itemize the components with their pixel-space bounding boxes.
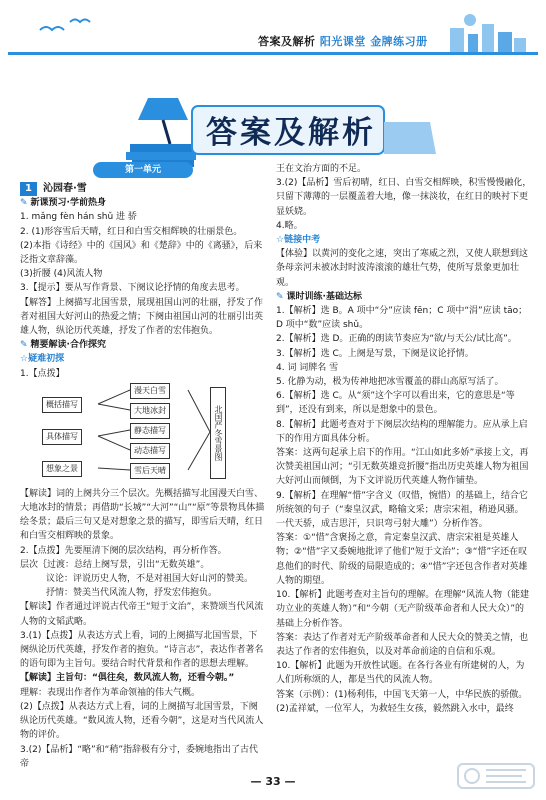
lesson-name: 沁园春·雪 bbox=[42, 183, 87, 194]
diagram-box-concrete: 具体描写 bbox=[42, 429, 82, 445]
header-title bbox=[258, 33, 428, 49]
answer-line: 3.【提示】要从写作背景、下阕议论抒情的角度去思考。 bbox=[20, 283, 245, 294]
section-training bbox=[276, 290, 532, 304]
section-preview bbox=[20, 196, 266, 210]
answer-line: 议论：评说历史人物，不是对祖国大好山河的赞美。 bbox=[46, 574, 254, 585]
header-title-answers: 答案及解析 bbox=[258, 35, 316, 48]
answer-line: 5. 化静为动，极为传神地把冰雪覆盖的群山高原写活了。 bbox=[276, 377, 504, 388]
book-icon: ✎ bbox=[20, 198, 28, 209]
answer-line: 3.(1)【点拨】从表达方式上看，词的上阕描写北国雪景，下阕纵论历代英雄，抒发作者的抱负。“诗言志”，表达作者著名的语句即为主旨句。要结合时代背景和作者的思想去理解。 bbox=[20, 630, 264, 670]
answer-line: (2)【点拨】从表达方式上看，词的上阕描写北国雪景，下阕纵论历代英雄。“数风流人物，还看今朝”，这是对当代风流人物的评价。 bbox=[20, 701, 264, 741]
answer-line: 理解：表现出作者作为革命领袖的伟大气概。 bbox=[20, 687, 201, 698]
header-title-series: 阳光课堂 bbox=[319, 35, 366, 48]
page-header bbox=[0, 0, 546, 64]
answer-line: 3.【解析】选 C。上阕是写景，下阕是议论抒情。 bbox=[276, 348, 474, 359]
diagram-box-static: 静态描写 bbox=[130, 423, 170, 439]
answer-line: 9.【解析】在理解“惜”字含义（叹惜，惋惜）的基础上，结合它所统领的句子（“秦皇汉武，略输文采；唐宗宋祖，稍逊风骚。一代天骄，成吉思汗，只识弯弓射大雕”）分析作答。 bbox=[276, 490, 528, 530]
answer-line: 层次｛过渡：总结上阕写景，引出“无数英雄”。 bbox=[20, 559, 210, 570]
section-link-label: 链接中考 bbox=[284, 235, 321, 246]
answer-line: 【体验】以黄河的变化之速，突出了寒威之烈，又使人联想到这条母亲河未被冰封时波涛滚滚的雄壮气势，使所写景象更加壮观。 bbox=[276, 249, 529, 288]
section-doubt-label: 疑难初探 bbox=[28, 354, 65, 365]
watermark-logo bbox=[456, 760, 536, 792]
answer-line: 2.【解析】选 D。正确的朗读节奏应为“欲/与天公/试比高”。 bbox=[276, 334, 517, 345]
lesson-title bbox=[20, 182, 266, 196]
answer-line: 4. 词 词牌名 雪 bbox=[276, 362, 339, 373]
header-rule bbox=[8, 52, 538, 55]
section-link-exam bbox=[276, 233, 532, 247]
answer-line: 6.【解析】选 C。从“须”这个字可以看出来，它的意思是“等到”，还没有到来，所以是想象中的景色。 bbox=[276, 391, 515, 416]
answer-line: 【解读】词的上阕共分三个层次。先概括描写北国漫天白雪、大地冰封的情景；再借助“长城”“大河”“山”“原”等景物具体描绘冬景；最后三句又是对想象之景的描写，即雪后天晴，红日和白雪交相辉映的景象。 bbox=[20, 488, 265, 542]
banner-title: 答案及解析 bbox=[206, 114, 376, 151]
right-column bbox=[276, 162, 532, 716]
answer-line: 1.【点拨】 bbox=[20, 368, 65, 379]
pen-icon: ✎ bbox=[276, 291, 284, 302]
answer-line: 答案：这两句起承上启下的作用。“江山如此多娇”承接上文，再次赞美祖国山河；“引无数英雄竞折腰”指出历史英雄人物为祖国大好河山而倾倒，为下文评说历代英雄人物作铺垫。 bbox=[276, 448, 529, 487]
answer-line: 王在文治方面的不足。 bbox=[276, 164, 367, 174]
star-icon: ☆ bbox=[276, 235, 285, 246]
answer-line: 8.【解析】此题考查对于下阕层次结构的理解能力。应从承上启下的作用方面具体分析。 bbox=[276, 419, 528, 444]
pen-icon: ✎ bbox=[20, 340, 28, 351]
structure-diagram bbox=[20, 383, 266, 483]
answer-line: 3.(2)【品析】“略”和“稍”指辞极有分寸，委婉地指出了古代帝 bbox=[20, 744, 258, 769]
diagram-box-summary: 北国严冬雪景图 bbox=[210, 387, 226, 479]
answer-line: (2)本指《诗经》中的《国风》和《楚辞》中的《离骚》，后来泛指文章辞藻。 bbox=[20, 240, 263, 266]
answer-line: 2. (1)形容雪后天晴，红日和白雪交相辉映的壮丽景色。 bbox=[20, 226, 243, 237]
section-coop bbox=[20, 338, 266, 352]
answer-line: 10.【解析】此题为开放性试题。在各行各业有所建树的人，为人们所称颂的人，都是当代的风流人物。 bbox=[276, 661, 525, 686]
section-preview-label: 新课预习·学前热身 bbox=[30, 198, 106, 209]
answer-line: (3)折腰 (4)风流人物 bbox=[20, 269, 103, 280]
lesson-number: 1 bbox=[20, 182, 37, 196]
answer-line: 【解读】作者通过评说古代帝王“短于文治”，来赞颂当代风流人物的文韬武略。 bbox=[20, 602, 264, 627]
diagram-box-sunny: 雪后天晴 bbox=[130, 463, 170, 479]
answer-line: 【解答】上阕描写北国雪景，展现祖国山河的壮丽，抒发了作者对祖国大好河山的热爱之情；下阕由祖国山河的壮丽引出英雄人物，纵论历代英雄，抒发了作者的宏伟抱负。 bbox=[20, 297, 264, 337]
diagram-box-imagined: 想象之景 bbox=[42, 461, 82, 477]
unit-heading: 第一单元 bbox=[93, 162, 193, 178]
section-coop-label: 精要解读·合作探究 bbox=[30, 340, 106, 351]
answer-line: 1. mǎng fèn hán shǔ 进 骄 bbox=[20, 212, 137, 223]
diagram-box-ice: 大地冰封 bbox=[130, 403, 170, 419]
answer-line: 1.【解析】选 B。A 项中“分”应读 fēn；C 项中“涓”应读 tāo；D 项中“数”应读 shǔ。 bbox=[276, 306, 528, 331]
left-column bbox=[20, 162, 266, 771]
answer-line: 【解读】主旨句：“俱往矣，数风流人物，还看今朝。” bbox=[20, 673, 235, 684]
diagram-box-snow: 漫天白雪 bbox=[130, 383, 170, 399]
header-title-book: 金牌练习册 bbox=[370, 35, 428, 48]
answer-line: 2.【点拨】先要厘清下阕的层次结构，再分析作答。 bbox=[20, 545, 227, 556]
answer-line: (2)孟祥斌，一位军人，为救轻生女孩，毅然跳入水中，最终 bbox=[276, 703, 514, 714]
page-number: — 33 — bbox=[250, 775, 296, 788]
star-icon: ☆ bbox=[20, 354, 29, 365]
answer-line: 抒情：赞美当代风流人物，抒发宏伟抱负。 bbox=[46, 588, 218, 599]
section-doubt bbox=[20, 352, 266, 366]
answer-line: 3.(2)【品析】雪后初晴，红日、白雪交相辉映，积雪慢慢融化，只留下薄薄的一层覆盖着大地，像一抹淡妆，在红日的映衬下更显妖娆。 bbox=[276, 178, 532, 217]
answer-line: 答案：①“惜”含褒扬之意，肯定秦皇汉武、唐宗宋祖是英雄人物；②“惜”字又委婉地批评了他们“短于文治”；③“惜”字还在叹息他们的时代、阶级的局限造成的；④“惜”字还包含作者对英雄人物的期望。 bbox=[276, 533, 528, 586]
diagram-box-dynamic: 动态描写 bbox=[130, 443, 170, 459]
answer-line: 4.略。 bbox=[276, 220, 303, 231]
answer-line: 10.【解析】此题考查对主旨句的理解。在理解“风流人物（能建功立业的英雄人物）”和“今朝（无产阶级革命者和人民大众）”的基础上分析作答。 bbox=[276, 590, 529, 629]
diagram-box-general: 概括描写 bbox=[42, 397, 82, 413]
answer-line: 答案（示例）：(1)杨利伟，中国飞天第一人，中华民族的骄傲。 bbox=[276, 689, 528, 700]
section-training-label: 课时训练·基础达标 bbox=[286, 291, 362, 302]
answer-line: 答案：表达了作者对无产阶级革命者和人民大众的赞美之情，也表达了作者的宏伟抱负，以及对革命前途的自信和乐观。 bbox=[276, 632, 529, 657]
